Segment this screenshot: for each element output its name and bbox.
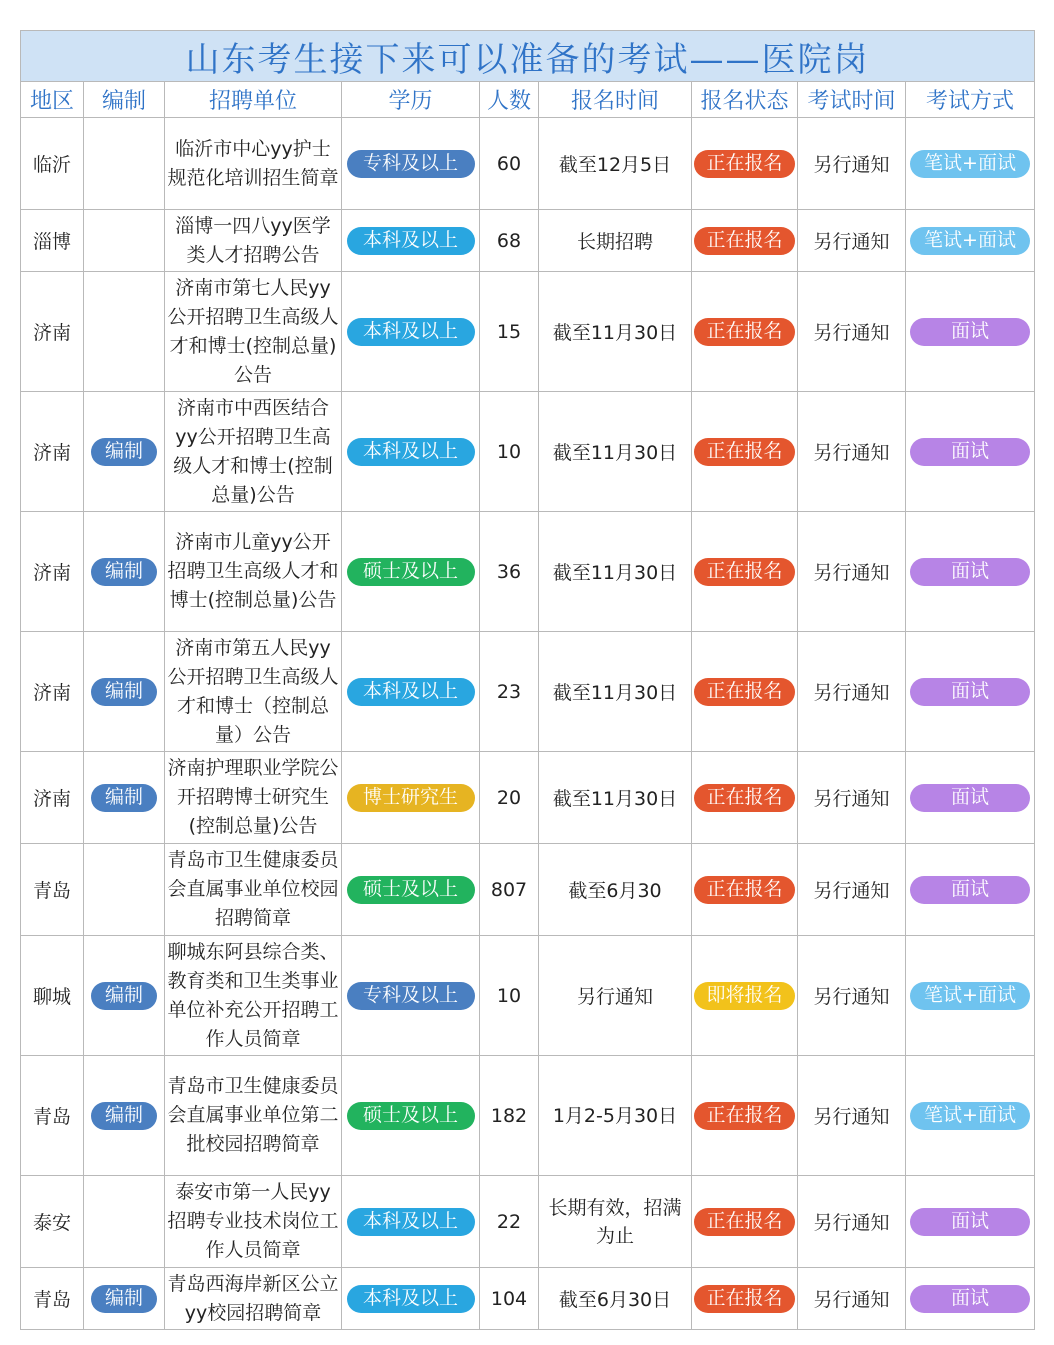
status-badge: 正在报名 [694, 438, 794, 466]
status-badge: 正在报名 [694, 558, 794, 586]
education-badge: 硕士及以上 [347, 1102, 475, 1130]
education-badge: 本科及以上 [347, 227, 475, 255]
table-row [21, 392, 1035, 512]
method-badge: 面试 [910, 318, 1030, 346]
exam-time-cell [798, 844, 906, 936]
recruitment-table-container [20, 30, 1034, 1330]
region-text: 济南 [32, 562, 71, 584]
status-badge: 正在报名 [694, 1102, 794, 1130]
signup-status-cell [692, 210, 798, 272]
exam-method-cell [906, 392, 1035, 512]
exam-time-cell [798, 118, 906, 210]
exam-method-cell [906, 1176, 1035, 1268]
header-row [21, 82, 1035, 118]
region-cell [21, 632, 84, 752]
status-badge: 正在报名 [694, 150, 794, 178]
method-badge: 笔试+面试 [910, 227, 1030, 255]
count-text: 807 [490, 878, 528, 901]
education-cell [342, 936, 480, 1056]
exam-time-cell [798, 512, 906, 632]
exam-time-text: 另行通知 [813, 880, 890, 902]
region-text: 济南 [32, 788, 71, 810]
table-row [21, 1176, 1035, 1268]
table-row [21, 210, 1035, 272]
count-text: 22 [496, 1210, 522, 1233]
signup-time-text: 长期有效，招满为止 [548, 1196, 682, 1247]
method-badge: 面试 [910, 678, 1030, 706]
table-row [21, 752, 1035, 844]
education-badge: 硕士及以上 [347, 558, 475, 586]
region-cell [21, 1176, 84, 1268]
education-cell [342, 1268, 480, 1330]
bianzhi-cell [84, 392, 165, 512]
signup-time-cell [539, 272, 692, 392]
signup-time-cell [539, 632, 692, 752]
signup-time-cell [539, 118, 692, 210]
header-unit: 招聘单位 [165, 82, 342, 118]
unit-text: 淄博一四八yy医学类人才招聘公告 [175, 214, 331, 266]
status-badge: 即将报名 [694, 982, 794, 1010]
count-cell [480, 632, 539, 752]
table-row [21, 1268, 1035, 1330]
exam-time-cell [798, 1268, 906, 1330]
exam-time-text: 另行通知 [813, 1289, 890, 1311]
exam-method-cell [906, 844, 1035, 936]
education-badge: 专科及以上 [347, 150, 475, 178]
education-badge: 博士研究生 [347, 784, 475, 812]
signup-time-text: 截至6月30 [568, 880, 662, 902]
exam-method-cell [906, 1056, 1035, 1176]
count-cell [480, 392, 539, 512]
header-education: 学历 [342, 82, 480, 118]
region-cell [21, 844, 84, 936]
education-badge: 本科及以上 [347, 438, 475, 466]
table-row [21, 632, 1035, 752]
signup-time-cell [539, 1176, 692, 1268]
unit-text: 青岛市卫生健康委员会直属事业单位校园招聘简章 [167, 849, 339, 929]
bianzhi-badge: 编制 [91, 784, 157, 812]
bianzhi-cell [84, 1056, 165, 1176]
bianzhi-cell [84, 1268, 165, 1330]
region-text: 聊城 [32, 986, 71, 1008]
bianzhi-cell [84, 1176, 165, 1268]
education-cell [342, 1176, 480, 1268]
signup-time-text: 截至11月30日 [552, 788, 678, 810]
exam-time-text: 另行通知 [813, 442, 890, 464]
exam-time-text: 另行通知 [813, 1106, 890, 1128]
unit-cell [165, 118, 342, 210]
count-cell [480, 844, 539, 936]
region-text: 济南 [32, 682, 71, 704]
exam-time-text: 另行通知 [813, 562, 890, 584]
signup-status-cell [692, 936, 798, 1056]
bianzhi-badge: 编制 [91, 678, 157, 706]
exam-time-cell [798, 1176, 906, 1268]
unit-text: 济南市中西医结合yy公开招聘卫生高级人才和博士(控制总量)公告 [173, 396, 333, 506]
unit-text: 泰安市第一人民yy招聘专业技术岗位工作人员简章 [167, 1181, 339, 1261]
recruitment-table [20, 30, 1035, 1330]
education-cell [342, 752, 480, 844]
region-text: 青岛 [32, 880, 71, 902]
exam-time-cell [798, 272, 906, 392]
table-body [21, 118, 1035, 1330]
count-text: 60 [496, 152, 522, 175]
region-text: 青岛 [32, 1289, 71, 1311]
region-text: 淄博 [32, 231, 71, 253]
signup-time-cell [539, 1056, 692, 1176]
region-cell [21, 752, 84, 844]
exam-time-text: 另行通知 [813, 788, 890, 810]
bianzhi-badge: 编制 [91, 1102, 157, 1130]
unit-text: 济南市第七人民yy公开招聘卫生高级人才和博士(控制总量)公告 [167, 276, 339, 386]
table-row [21, 118, 1035, 210]
unit-cell [165, 1268, 342, 1330]
status-badge: 正在报名 [694, 1285, 794, 1313]
region-cell [21, 1268, 84, 1330]
count-cell [480, 512, 539, 632]
count-cell [480, 118, 539, 210]
signup-status-cell [692, 632, 798, 752]
education-cell [342, 844, 480, 936]
exam-time-text: 另行通知 [813, 682, 890, 704]
education-badge: 硕士及以上 [347, 876, 475, 904]
signup-status-cell [692, 752, 798, 844]
bianzhi-badge: 编制 [91, 1285, 157, 1313]
signup-status-cell [692, 1056, 798, 1176]
count-cell [480, 210, 539, 272]
education-cell [342, 118, 480, 210]
signup-status-cell [692, 512, 798, 632]
unit-cell [165, 1056, 342, 1176]
signup-status-cell [692, 272, 798, 392]
table-row [21, 1056, 1035, 1176]
exam-method-cell [906, 1268, 1035, 1330]
region-cell [21, 118, 84, 210]
table-row [21, 844, 1035, 936]
count-cell [480, 936, 539, 1056]
signup-time-cell [539, 392, 692, 512]
signup-time-cell [539, 752, 692, 844]
header-count: 人数 [480, 82, 539, 118]
unit-cell [165, 210, 342, 272]
signup-status-cell [692, 392, 798, 512]
signup-time-text: 长期招聘 [576, 231, 653, 253]
count-cell [480, 1056, 539, 1176]
count-cell [480, 1176, 539, 1268]
region-cell [21, 1056, 84, 1176]
education-badge: 本科及以上 [347, 1208, 475, 1236]
exam-time-cell [798, 210, 906, 272]
bianzhi-cell [84, 844, 165, 936]
signup-time-text: 截至11月30日 [552, 442, 678, 464]
method-badge: 面试 [910, 784, 1030, 812]
region-text: 泰安 [32, 1212, 71, 1234]
signup-time-text: 截至6月30日 [558, 1289, 672, 1311]
table-row [21, 512, 1035, 632]
exam-method-cell [906, 752, 1035, 844]
bianzhi-badge: 编制 [91, 982, 157, 1010]
header-signup-status: 报名状态 [692, 82, 798, 118]
exam-method-cell [906, 936, 1035, 1056]
exam-time-cell [798, 1056, 906, 1176]
education-badge: 本科及以上 [347, 318, 475, 346]
signup-time-cell [539, 1268, 692, 1330]
header-exam-time: 考试时间 [798, 82, 906, 118]
unit-cell [165, 752, 342, 844]
unit-text: 青岛西海岸新区公立yy校园招聘简章 [167, 1272, 339, 1324]
exam-time-text: 另行通知 [813, 154, 890, 176]
education-cell [342, 210, 480, 272]
status-badge: 正在报名 [694, 784, 794, 812]
bianzhi-cell [84, 272, 165, 392]
status-badge: 正在报名 [694, 1208, 794, 1236]
count-text: 23 [496, 680, 522, 703]
header-signup-time: 报名时间 [539, 82, 692, 118]
region-cell [21, 272, 84, 392]
bianzhi-cell [84, 118, 165, 210]
signup-time-text: 截至11月30日 [552, 322, 678, 344]
education-cell [342, 632, 480, 752]
signup-time-text: 另行通知 [576, 986, 653, 1008]
table-row [21, 272, 1035, 392]
bianzhi-cell [84, 512, 165, 632]
exam-method-cell [906, 632, 1035, 752]
exam-time-text: 另行通知 [813, 986, 890, 1008]
signup-time-cell [539, 844, 692, 936]
exam-method-cell [906, 272, 1035, 392]
signup-status-cell [692, 844, 798, 936]
count-text: 15 [496, 320, 522, 343]
unit-text: 济南市第五人民yy公开招聘卫生高级人才和博士（控制总量）公告 [167, 636, 339, 746]
education-badge: 本科及以上 [347, 1285, 475, 1313]
count-cell [480, 272, 539, 392]
count-text: 10 [496, 984, 522, 1007]
education-badge: 本科及以上 [347, 678, 475, 706]
education-cell [342, 272, 480, 392]
region-text: 济南 [32, 442, 71, 464]
unit-cell [165, 632, 342, 752]
method-badge: 笔试+面试 [910, 982, 1030, 1010]
bianzhi-badge: 编制 [91, 558, 157, 586]
method-badge: 面试 [910, 876, 1030, 904]
region-cell [21, 210, 84, 272]
education-cell [342, 1056, 480, 1176]
signup-time-cell [539, 210, 692, 272]
unit-text: 临沂市中心yy护士规范化培训招生简章 [167, 137, 339, 189]
signup-time-text: 1月2-5月30日 [552, 1104, 678, 1127]
unit-cell [165, 936, 342, 1056]
region-text: 青岛 [32, 1106, 71, 1128]
unit-cell [165, 512, 342, 632]
exam-time-text: 另行通知 [813, 322, 890, 344]
education-cell [342, 392, 480, 512]
unit-cell [165, 272, 342, 392]
count-cell [480, 752, 539, 844]
bianzhi-badge: 编制 [91, 438, 157, 466]
signup-time-text: 截至11月30日 [552, 562, 678, 584]
exam-time-text: 另行通知 [813, 231, 890, 253]
status-badge: 正在报名 [694, 876, 794, 904]
unit-cell [165, 844, 342, 936]
exam-time-text: 另行通知 [813, 1212, 890, 1234]
method-badge: 面试 [910, 438, 1030, 466]
status-badge: 正在报名 [694, 227, 794, 255]
exam-method-cell [906, 512, 1035, 632]
bianzhi-cell [84, 210, 165, 272]
region-text: 临沂 [32, 154, 71, 176]
exam-method-cell [906, 210, 1035, 272]
header-bianzhi: 编制 [84, 82, 165, 118]
method-badge: 笔试+面试 [910, 1102, 1030, 1130]
signup-time-text: 截至11月30日 [552, 682, 678, 704]
signup-time-cell [539, 936, 692, 1056]
exam-time-cell [798, 936, 906, 1056]
exam-time-cell [798, 392, 906, 512]
education-badge: 专科及以上 [347, 982, 475, 1010]
table-row [21, 936, 1035, 1056]
unit-text: 聊城东阿县综合类、教育类和卫生类事业单位补充公开招聘工作人员简章 [167, 940, 339, 1050]
status-badge: 正在报名 [694, 678, 794, 706]
method-badge: 笔试+面试 [910, 150, 1030, 178]
bianzhi-cell [84, 752, 165, 844]
header-exam-method: 考试方式 [906, 82, 1035, 118]
unit-cell [165, 1176, 342, 1268]
unit-cell [165, 392, 342, 512]
region-cell [21, 512, 84, 632]
signup-time-text: 截至12月5日 [558, 154, 672, 176]
method-badge: 面试 [910, 1285, 1030, 1313]
count-text: 182 [490, 1104, 528, 1127]
count-text: 68 [496, 229, 522, 252]
region-cell [21, 936, 84, 1056]
exam-method-cell [906, 118, 1035, 210]
unit-text: 济南护理职业学院公开招聘博士研究生(控制总量)公告 [167, 757, 339, 837]
count-text: 36 [496, 560, 522, 583]
region-text: 济南 [32, 322, 71, 344]
education-cell [342, 512, 480, 632]
unit-text: 济南市儿童yy公开招聘卫生高级人才和博士(控制总量)公告 [167, 531, 339, 611]
header-region: 地区 [21, 82, 84, 118]
bianzhi-cell [84, 632, 165, 752]
bianzhi-cell [84, 936, 165, 1056]
count-text: 104 [490, 1287, 528, 1310]
method-badge: 面试 [910, 1208, 1030, 1236]
page-title: 山东考生接下来可以准备的考试——医院岗 [21, 31, 1035, 82]
status-badge: 正在报名 [694, 318, 794, 346]
signup-status-cell [692, 1176, 798, 1268]
count-text: 20 [496, 786, 522, 809]
count-text: 10 [496, 440, 522, 463]
region-cell [21, 392, 84, 512]
signup-status-cell [692, 1268, 798, 1330]
exam-time-cell [798, 752, 906, 844]
count-cell [480, 1268, 539, 1330]
method-badge: 面试 [910, 558, 1030, 586]
exam-time-cell [798, 632, 906, 752]
signup-time-cell [539, 512, 692, 632]
signup-status-cell [692, 118, 798, 210]
unit-text: 青岛市卫生健康委员会直属事业单位第二批校园招聘简章 [167, 1075, 339, 1155]
